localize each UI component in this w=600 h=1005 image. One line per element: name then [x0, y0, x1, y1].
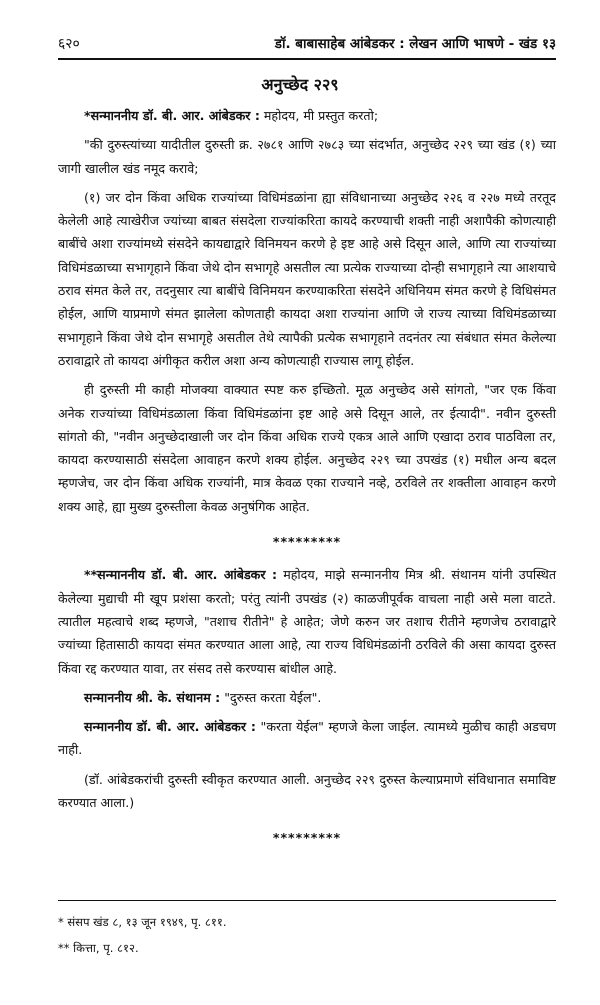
- article-heading: अनुच्छेद २२९: [261, 75, 339, 94]
- paragraph-text: महोदय, मी प्रस्तुत करतो;: [259, 108, 379, 123]
- paragraph-text: "करता येईल" म्हणजे केला जाईल. त्यामध्ये मुळीच काही अडचण नाही.: [58, 719, 556, 758]
- paragraph-text: ही दुरुस्ती मी काही मोजक्या वाक्यात स्पष्ट करु इच्छितो. मूळ अनुच्छेद असे सांगतो, "जर एक किंवा अनेक राज्यांच्या विधिमंडळाला किंवा विधिमंडळांना इष्ट आहे असे दिसून आले, तर ईत्यादी". नवीन दुरुस्ती सांगतो की, "नवीन अनुच्छेदाखाली जर दोन किंवा अधिक राज्ये एकत्र आले आणि एखादा ठराव पाठविला तर, कायदा करण्यासाठी संसदेला आवाहन करणे शक्य होईल. अनुच्छेद २२९ च्या उपखंड (१) मधील अन्य बदल म्हणजेच, जर दोन किंवा अधिक राज्यांनी, मात्र केवळ एका राज्याने नव्हे, ठरविले तर शक्तीला आवाहन करणे शक्य आहे, ह्या मुख्य दुरुस्तीला केवळ अनुषंगिक आहेत.: [58, 382, 556, 514]
- header-rule: [58, 58, 556, 60]
- paragraph-1: [58, 104, 556, 127]
- speaker-label: **सन्माननीय डॉ. बी. आर. आंबेडकर :: [84, 567, 278, 583]
- footnote-2: ** कित्ता, पृ. ८१२.: [58, 941, 139, 955]
- page-header: [58, 34, 556, 60]
- paragraph-text: (१) जर दोन किंवा अधिक राज्यांच्या विधिमंडळांना ह्या संविधानाच्या अनुच्छेद २२६ व २२७ मध्ये तरतूद केलेली आहे त्याखेरीज ज्यांच्या बाबत संसदेला राज्यांकरिता कायदे करण्याची शक्ती नाही अशापैकी कोणत्याही बाबींचे अशा राज्यांमध्ये संसदेने कायद्याद्वारे विनिमयन करणे हे इष्ट आहे असे दिसून आले, आणि त्या राज्यांच्या विधिमंडळाच्या सभागृहाने किंवा जेथे दोन सभागृहे असतील त्या प्रत्येक राज्याच्या दोन्ही सभागृहाने त्या आशयाचे ठराव संमत केले तर, तदनुसार त्या बाबींचे विनिमयन करण्याकरिता संसदेने अधिनियम संमत करणे हे विधिसंमत होईल, आणि याप्रमाणे संमत झालेला कोणताही कायदा अशा राज्यांना आणि जे राज्य त्याच्या विधिमंडळाच्या सभागृहाने किंवा जेथे दोन सभागृहे असतील तेथे त्यापैकी प्रत्येक सभागृहाने तदनंतर त्या संबंधात संमत केलेल्या ठरावाद्वारे तो कायदा अंगीकृत करील अशा अन्य कोणत्याही राज्यास लागू होईल.: [58, 189, 556, 368]
- speaker-label: सन्माननीय डॉ. बी. आर. आंबेडकर :: [84, 719, 256, 735]
- footnotes: [58, 900, 556, 961]
- body-text: [58, 104, 556, 860]
- paragraph-8: [58, 768, 556, 815]
- running-title: डॉ. बाबासाहेब आंबेडकर : लेखन आणि भाषणे - खंड १३: [274, 36, 556, 52]
- paragraph-4: [58, 378, 556, 518]
- paragraph-text: "दुरुस्त करता येईल".: [220, 689, 322, 705]
- paragraph-3: [58, 186, 556, 372]
- paragraph-2: [58, 133, 556, 180]
- footnote-1: * संसप खंड ८, १३ जून १९४९, पृ. ८११.: [58, 915, 227, 929]
- paragraph-text: (डॉ. आंबेडकरांची दुरुस्ती स्वीकृत करण्यात आली. अनुच्छेद २२९ दुरुस्त केल्याप्रमाणे संविधानात समाविष्ट करण्यात आला.): [58, 771, 556, 811]
- section-separator-2: *********: [272, 830, 342, 846]
- paragraph-text: महोदय, माझे सन्माननीय मित्र श्री. संथानम यांनी उपस्थित केलेल्या मुद्याची मी खूप प्रशंसा करतो; परंतु त्यांनी उपखंड (२) काळजीपूर्वक वाचला नाही असे मला वाटते. त्यातील महत्वाचे शब्द म्हणजे, "तशाच रीतीने" हे आहेत; जेणे करुन जर तशाच रीतीने म्हणजेच ठरावाद्वारे ज्यांच्या हितासाठी कायदा संमत करण्यात आला आहे, त्या राज्य विधिमंडळांनी ठरविले की असा कायदा दुरुस्त किंवा रद्द करण्यात यावा, तर संसद तसे करण्यास बांधील आहे.: [58, 567, 556, 676]
- paragraph-7: [58, 715, 556, 762]
- speaker-label: सन्माननीय श्री. के. संथानम :: [84, 689, 221, 705]
- speaker-label: *सन्माननीय डॉ. बी. आर. आंबेडकर :: [84, 108, 260, 123]
- section-separator: *********: [272, 534, 342, 550]
- page-number: ६२०: [58, 36, 80, 52]
- paragraph-5: [58, 563, 556, 679]
- paragraph-text: "की दुरुस्त्यांच्या यादीतील दुरुस्ती क्र. २७८१ आणि २७८३ च्या संदर्भात, अनुच्छेद २२९ च्या खंड (१) च्या जागी खालील खंड नमूद करावे;: [58, 137, 556, 176]
- paragraph-6: [58, 686, 556, 709]
